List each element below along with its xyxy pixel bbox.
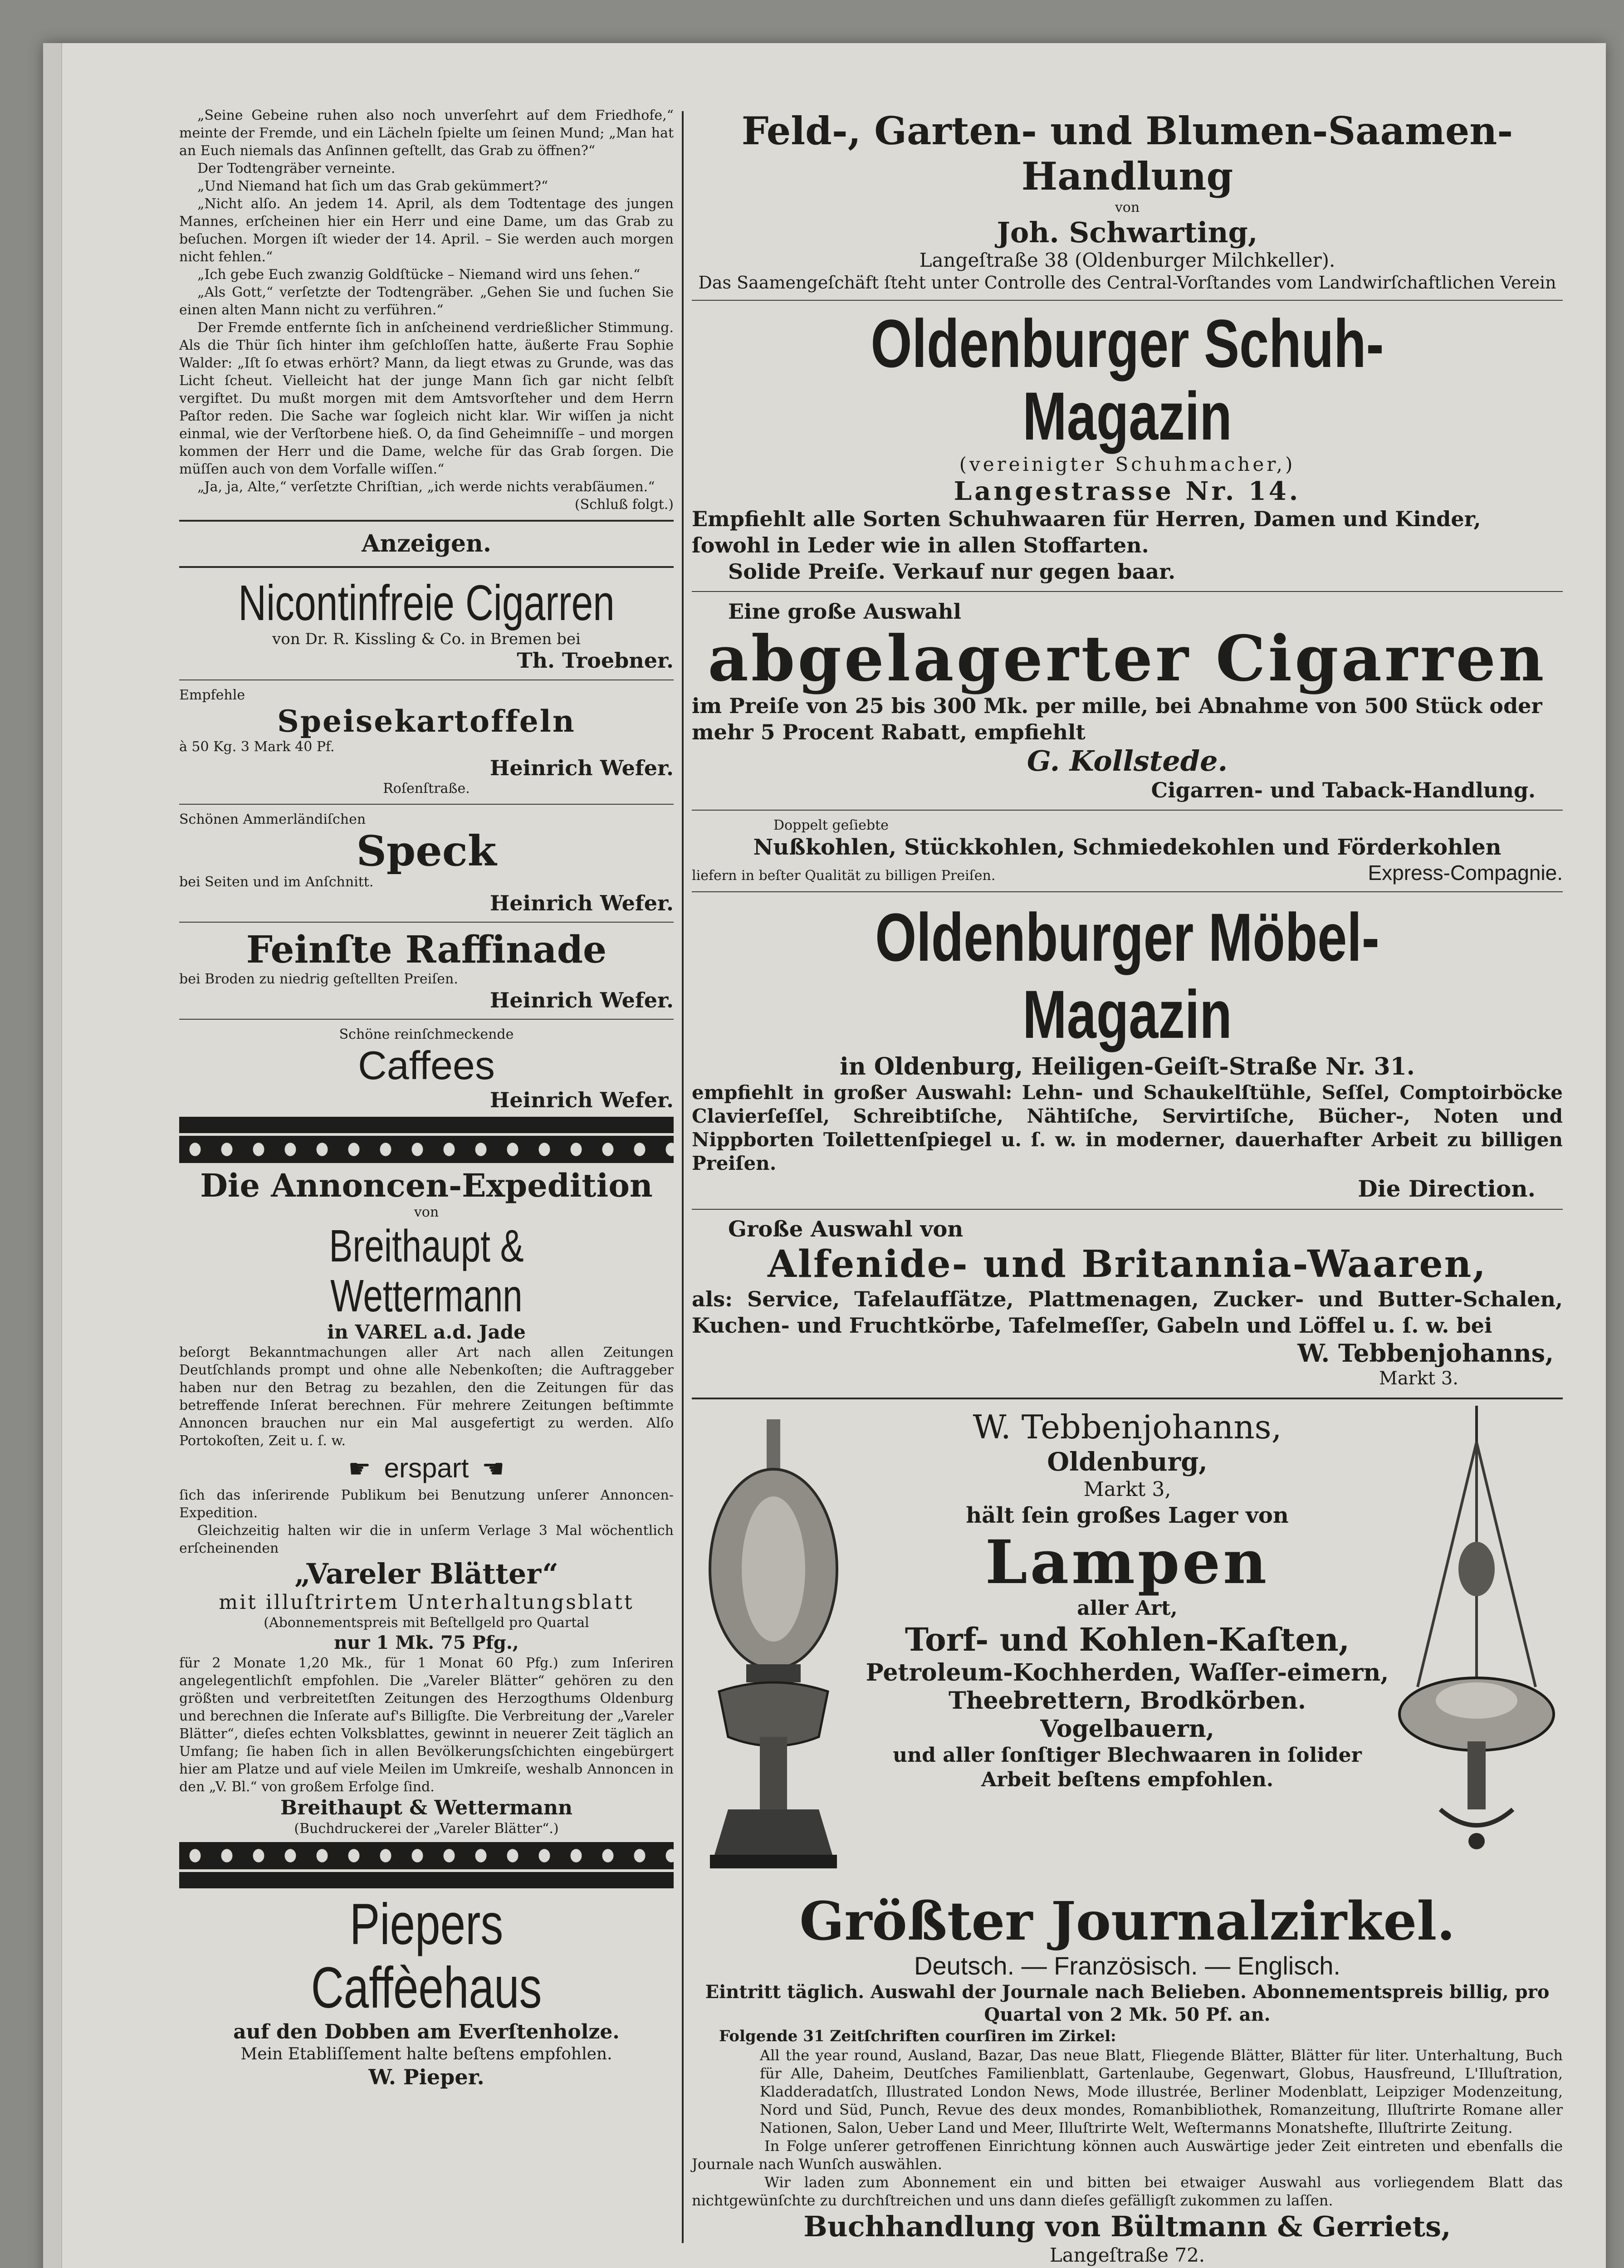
story-paragraph: „Seine Gebeine ruhen also noch unverſehrt auf dem Friedhofe,“ meinte der Fremde, und ein Lächeln ſpielte um ſeinen Mund; „Man hat an Euch niemals das Anſinnen geſtellt, das Grab zu öffnen?“ — [179, 108, 674, 159]
ad-text: beſorgt Bekanntmachungen aller Art nach allen Zeitungen Deutſchlands prompt und ohne alle Nebenkoſten; die Auftraggeber haben nur den Betrag zu bezahlen, den die Zeitungen für das betreffende Inſerat berechnen. Für mehrere Zeitungen beſtimmte Annoncen brauchen nur ein Mal ausgefertigt zu werden. Alſo Portokoſten, Zeit u. ſ. w. — [179, 1344, 674, 1449]
ad-text3: für 2 Monate 1,20 Mk., für 1 Monat 60 Pfg.) zum Inſeriren angelegentlichſt empfohlen. Die „Vareler Blätter“ gehören zu den größten und verbreitetſten Zeitungen des Herzogthums Oldenburg und berechnen die Inſerate auf's Billigſte. Die Verbreitung der „Vareler Blätter“, dieſes echten Volksblattes, gewinnt in neuerer Zeit täglich an Umfang; ſie haben ſich in allen Bevölkerungsſchichten eingebürgert hier am Platze und auf viele Meilen im Umkreiſe, weshalb Annoncen in den „V. Bl.“ von großem Erfolge ſind. — [179, 1655, 674, 1795]
ad-title: abgelagerter Cigarren — [708, 621, 1547, 695]
ad-line: Eintritt täglich. Auswahl der Journale nach Belieben. Abonnementspreis billig, pro Quartal von 2 Mk. 50 Pf. an. — [705, 1981, 1550, 2025]
ad-sign: Breithaupt & Wettermann — [280, 1796, 573, 1819]
ad-owner: Joh. Schwarting, — [997, 216, 1258, 249]
ad-after: ſich das inſerirende Publikum bei Benutzung unſerer Annoncen-Expedition. — [179, 1487, 674, 1521]
ad-cigarren — [692, 596, 1563, 805]
ad-kartoffeln — [179, 685, 674, 799]
ad-price: à 50 Kg. 3 Mark 40 Pf. — [179, 739, 335, 755]
ad-abo: (Abonnementspreis mit Beſtellgeld pro Quartal — [264, 1615, 589, 1631]
ad-text: empfiehlt in großer Auswahl: Lehn- und Schaukelſtühle, Seſſel, Comptoirböcke Clavierſeſſel, Schreibtiſche, Nähtiſche, Servirtiſche, Bücher-, Noten und Nippborten Toilettenſpiegel u. ſ. w. in moderner, dauerhafter Arbeit zu billigen Preiſen. — [692, 1081, 1563, 1174]
ad-von: von — [414, 1204, 439, 1220]
ad-title: Die Annoncen-Expedition — [200, 1167, 653, 1204]
ad-addr: Markt 3, — [1083, 1478, 1171, 1501]
left-column — [179, 107, 674, 2092]
ad-line2: aller Art, — [1077, 1597, 1178, 1620]
serial-story — [179, 107, 674, 513]
ad-sub: Cigarren- und Taback-Handlung. — [1151, 778, 1536, 802]
ad-text2: Solide Preiſe. Verkauf nur gegen baar. — [728, 559, 1176, 584]
ad-langs: Deutsch. — Französisch. — Englisch. — [914, 1951, 1340, 1980]
pointing-hand-icon: ☛ — [482, 1454, 505, 1484]
pointing-hand-icon: ☛ — [348, 1454, 371, 1484]
ad-kohlen — [692, 815, 1563, 887]
ad-title: Lampen — [985, 1527, 1270, 1598]
story-paragraph: „Ich gebe Euch zwanzig Goldſtücke – Niemand wird uns ſehen.“ — [197, 267, 641, 283]
story-paragraph: Der Todtengräber verneinte. — [197, 161, 396, 176]
ad-text2: und aller ſonſtiger Blechwaaren in ſolider Arbeit beſtens empfohlen. — [893, 1744, 1362, 1791]
oil-lamp-icon — [692, 1419, 855, 1873]
ad-seller: W. Tebbenjohanns, — [1297, 1339, 1554, 1368]
ad-text: Petroleum-Kochherden, Waſſer-eimern, Theebrettern, Brodkörben. Vogelbauern, — [866, 1659, 1389, 1743]
ad-title: Speck — [356, 826, 497, 875]
ad-addr: Langeſtraße 72. — [1049, 2244, 1205, 2266]
ad-place: in VAREL a.d. Jade — [327, 1321, 526, 1343]
ad-title: Oldenburger Möbel-Magazin — [875, 899, 1379, 1052]
ad-title: Piepers Caffèehaus — [311, 1892, 542, 2020]
ad-addr: Markt 3. — [1379, 1368, 1458, 1389]
story-paragraph: „Ja, ja, Alte,“ verſetzte Chriſtian, „ich werde nichts verabſäumen.“ — [197, 479, 655, 495]
ad-caffees — [179, 1024, 674, 1114]
ad-pre: Doppelt geſiebte — [773, 817, 889, 833]
ad-title: Größter Journalzirkel. — [799, 1891, 1455, 1952]
ad-addr: Langeſtraße 38 (Oldenburger Milchkeller). — [919, 249, 1335, 271]
ad-list: All the year round, Ausland, Bazar, Das neue Blatt, Fliegende Blätter, Blätter für liter. Unterhaltung, Buch für Alle, Daheim, Deutſches Familienblatt, Gartenlaube, Gegenwart, Globus, Hausfreund, L'Illuſtration, Kladderadatſch, Illustrated London News, Mode illustrée, Berliner Modenblatt, Leipziger Modenzeitung, Nord und Süd, Punch, Revue des deux mondes, Romanbibliothek, Romanzeitung, Illuſtrirte Romane aller Nationen, Salon, Ueber Land und Meer, Illuſtrirte Welt, Weſtermanns Monatshefte, Illuſtrirte Zeitung. — [760, 2047, 1563, 2136]
story-continued: (Schluß folgt.) — [574, 497, 674, 513]
story-paragraph: „Nicht alſo. An jedem 14. April, als dem Todtentage des jungen Mannes, erſcheinen hier ein Herr und eine Dame, um das Grab zu beſuchen. Morgen iſt wieder der 14. April. – Sie werden auch morgen nicht fehlen.“ — [179, 196, 674, 265]
ad-note: Das Saamengeſchäft ſteht unter Controlle des Central-Vorſtandes vom Landwirſchaftlichen Verein — [698, 273, 1556, 293]
ad-seller: Buchhandlung von Bültmann & Gerriets, — [803, 2210, 1451, 2243]
ad-seller: Heinrich Wefer. — [489, 756, 674, 780]
ad-seller: Express-Compagnie. — [1368, 861, 1563, 885]
ad-owner: W. Tebbenjohanns, — [973, 1408, 1282, 1446]
ad-moebel-magazin — [692, 897, 1563, 1204]
ad-pre: Empfehle — [179, 687, 245, 703]
ad-text: In Folge unſerer getroffenen Einrichtung können auch Auswärtige jeder Zeit eintreten und ebenfalls die Journale nach Wunſch auswählen. — [692, 2137, 1563, 2173]
ad-erspart: erspart — [384, 1453, 469, 1483]
column-divider — [682, 111, 684, 2243]
ad-paper: „Vareler Blätter“ — [294, 1557, 558, 1590]
ornament-border — [179, 1842, 674, 1869]
ad-nicotin — [179, 574, 674, 675]
ad-line: hält ſein großes Lager von — [966, 1503, 1289, 1528]
ad-sign-sub: (Buchdruckerei der „Vareler Blätter“.) — [294, 1821, 559, 1837]
ad-seller: Heinrich Wefer. — [489, 891, 674, 915]
ad-title: Nicontinfreie Cigarren — [238, 575, 615, 631]
ad-city: Oldenburg, — [1047, 1447, 1208, 1477]
ad-alfenide — [692, 1214, 1563, 1391]
ad-line: auf den Dobben am Everſtenholze. — [233, 2020, 620, 2043]
ad-annoncen-expedition — [179, 1166, 674, 1839]
ad-text: im Preiſe von 25 bis 300 Mk. per mille, bei Abnahme von 500 Stück oder mehr 5 Procent Rabatt, empfiehlt — [692, 694, 1542, 744]
ad-paper-sub: mit illuſtrirtem Unterhaltungsblatt — [219, 1591, 634, 1614]
ad-line: bei Seiten und im Anſchnitt. — [179, 874, 374, 890]
ad-lampen — [692, 1406, 1563, 1890]
ad-speck — [179, 809, 674, 917]
ad-title: Feinſte Raffinade — [246, 928, 607, 972]
ads-heading: Anzeigen. — [362, 530, 491, 557]
ad-seller: W. Pieper. — [368, 2065, 484, 2089]
ad-seller: Die Direction. — [1358, 1175, 1536, 1202]
ad-text2: Wir laden zum Abonnement ein und bitten bei etwaiger Auswahl aus vorliegendem Blatt das nichtgewünſchte zu durchſtreichen und uns dann dieſes gefälligſt zukommen zu laſſen. — [692, 2174, 1563, 2209]
ad-addr: in Oldenburg, Heiligen-Geiſt-Straße Nr. 31. — [840, 1053, 1415, 1080]
ornament-bar — [179, 1117, 674, 1133]
ad-text: Empfiehlt alle Sorten Schuhwaaren für Herren, Damen und Kinder, ſowohl in Leder wie in allen Stoffarten. — [692, 507, 1481, 557]
ad-title: Feld-, Garten- und Blumen-Saamen-Handlung — [741, 108, 1513, 199]
ad-text: als: Service, Tafelaufſätze, Plattmenagen, Zucker- und Butter-Schalen, Kuchen- und Fruchtkörbe, Tafelmeſſer, Gabeln und Löffel u. ſ. w. bei — [692, 1287, 1563, 1338]
ad-title: Oldenburger Schuh-Magazin — [871, 305, 1384, 454]
ad-title: Speisekartoffeln — [277, 704, 576, 739]
ad-seller: Heinrich Wefer. — [489, 1088, 674, 1112]
ad-title2: Torf- und Kohlen-Kaſten, — [905, 1621, 1350, 1658]
ad-firm: Breithaupt & Wettermann — [329, 1221, 524, 1321]
ad-text: Mein Etabliſſement halte beſtens empfohlen. — [240, 2045, 612, 2063]
ad-seller: Heinrich Wefer. — [489, 988, 674, 1012]
ad-journalzirkel — [692, 1890, 1563, 2268]
ad-sub: (vereinigter Schuhmacher,) — [959, 453, 1296, 475]
ad-intro: Folgende 31 Zeitſchriften courſiren im Zirkel: — [719, 2027, 1116, 2045]
ad-text2: Gleichzeitig halten wir die in unſerm Verlage 3 Mal wöchentlich erſcheinenden — [179, 1523, 674, 1556]
ad-title: Caffees — [358, 1043, 495, 1088]
ad-schuh-magazin — [692, 305, 1563, 587]
ad-raffinade — [179, 927, 674, 1014]
ad-pre: Große Auswahl von — [728, 1217, 964, 1242]
ad-seller: Th. Troebner. — [517, 648, 674, 673]
ad-von: von — [1115, 200, 1140, 215]
ad-line: liefern in beſter Qualität zu billigen Preiſen. — [692, 868, 996, 884]
story-paragraph: „Und Niemand hat ſich um das Grab gekümmert?“ — [197, 178, 548, 194]
story-paragraph: „Als Gott,“ verſetzte der Todtengräber. „Gehen Sie und ſuchen Sie einen alten Mann nicht zu verführen.“ — [179, 284, 674, 318]
right-column — [692, 107, 1563, 2268]
hanging-lamp-icon — [1390, 1406, 1563, 1859]
ad-addr: Langestrasse Nr. 14. — [954, 476, 1301, 506]
ad-pre: Eine große Auswahl — [728, 599, 961, 624]
ad-addr: Roſenſtraße. — [383, 781, 470, 797]
ad-title: Nußkohlen, Stückkohlen, Schmiedekohlen und Förderkohlen — [753, 835, 1502, 860]
binding-edge — [43, 43, 62, 2268]
ad-seller: G. Kollstede. — [1027, 744, 1228, 777]
ad-price: nur 1 Mk. 75 Pfg., — [334, 1632, 519, 1653]
ornament-border — [179, 1136, 674, 1163]
ad-pre: Schönen Ammerländiſchen — [179, 811, 366, 827]
ad-pieper — [179, 1891, 674, 2092]
ad-saamen — [692, 107, 1563, 295]
ad-line: bei Broden zu niedrig geſtellten Preiſen. — [179, 971, 458, 987]
ad-line: von Dr. R. Kissling & Co. in Bremen bei — [272, 630, 581, 648]
ornament-bar — [179, 1872, 674, 1888]
newspaper-page — [43, 43, 1606, 2268]
story-paragraph: Der Fremde entfernte ſich in anſcheinend verdrießlicher Stimmung. Als die Thür ſich hinter ihm geſchloſſen hatte, äußerte Frau Sophie Walder: „Iſt ſo etwas erhört? Mann, da liegt etwas zu Grunde, was das Licht ſcheut. Vielleicht hat der junge Mann ſich gar nicht ſelbſt vergiftet. Du mußt morgen mit dem Amtsvorſteher und dem Herrn Paſtor reden. Die Sache war ſogleich nicht klar. Wir wiſſen ja nicht einmal, wie der Verſtorbene hieß. O, da ſind Geheimniſſe – und morgen kommen der Herr und die Dame, welche für das Grab ſorgen. Die müſſen auch von dem Vorfalle wiſſen.“ — [179, 320, 674, 477]
ad-title: Alfenide- und Britannia-Waaren, — [768, 1242, 1487, 1286]
ad-pre: Schöne reinſchmeckende — [339, 1026, 514, 1042]
